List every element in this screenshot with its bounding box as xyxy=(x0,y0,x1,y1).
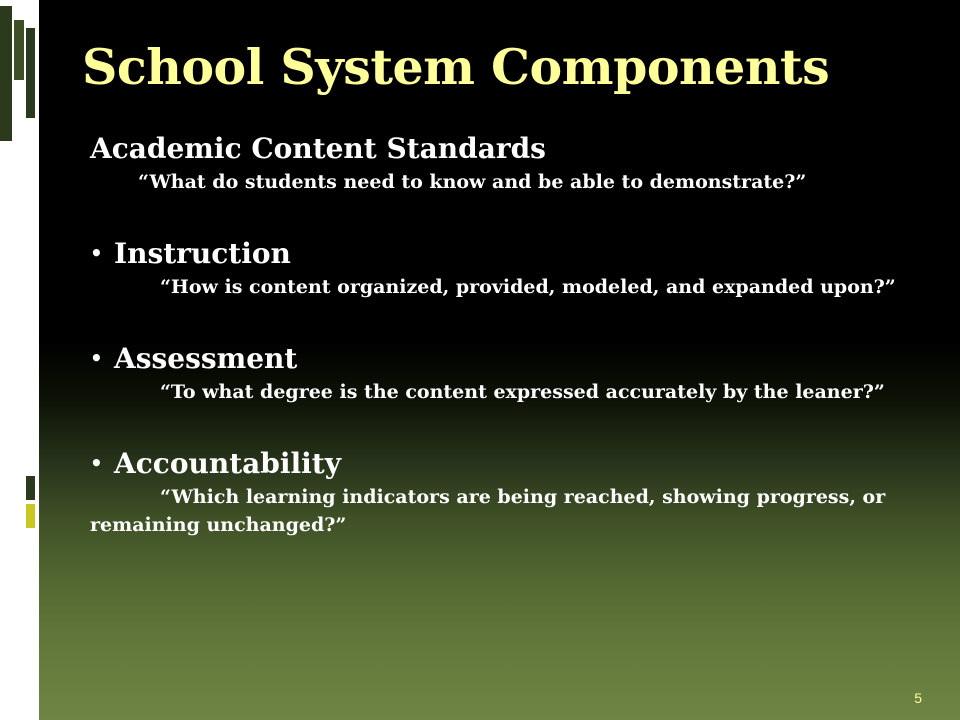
section-heading-label: Accountability xyxy=(114,447,341,480)
page-number: 5 xyxy=(914,690,922,706)
section-heading-standards: Academic Content Standards xyxy=(90,132,546,165)
slide-content xyxy=(90,130,910,539)
ornament-bar xyxy=(14,20,24,80)
section-question-assessment: “To what degree is the content expressed accurately by the leaner?” xyxy=(160,381,885,403)
spacer xyxy=(90,196,910,234)
ornament-square-dark xyxy=(26,476,35,500)
section-heading-assessment xyxy=(90,339,910,378)
spacer xyxy=(90,406,910,444)
spacer xyxy=(90,301,910,339)
section-heading-accountability xyxy=(90,444,910,483)
section-question-instruction: “How is content organized, provided, modeled, and expanded upon?” xyxy=(160,276,896,298)
ornament-square-gold xyxy=(26,504,35,528)
section-heading-label: Instruction xyxy=(114,237,291,270)
slide-title: School System Components xyxy=(82,38,830,96)
ornament-bar xyxy=(26,28,35,118)
section-heading-instruction xyxy=(90,234,910,273)
ornament-bar xyxy=(0,6,12,141)
section-question-standards: “What do students need to know and be able to demonstrate?” xyxy=(138,171,807,193)
section-question-accountability: “Which learning indicators are being reached, showing progress, or remaining unchanged?” xyxy=(90,486,886,536)
bullet-icon: • xyxy=(90,241,103,265)
bullet-icon: • xyxy=(90,346,103,370)
section-heading-label: Assessment xyxy=(114,342,298,375)
bullet-icon: • xyxy=(90,451,103,475)
